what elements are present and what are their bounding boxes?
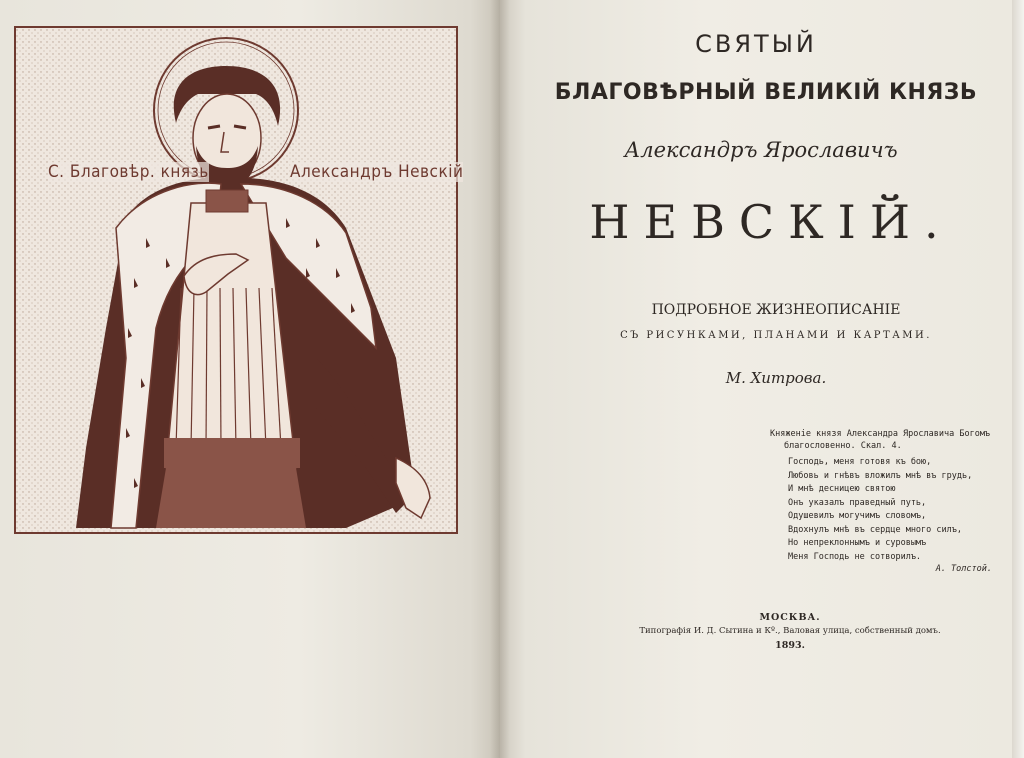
epigraph-signature: А. Толстой. — [935, 564, 992, 574]
author: М. Хитрова. — [725, 369, 827, 387]
epigraph-heading — [770, 428, 1000, 452]
epigraph-heading-line: благословенно. Скал. 4. — [784, 441, 902, 451]
verse-line: Вдохнулъ мнѣ въ сердце много силъ, — [788, 524, 962, 535]
saint-figure-drawing — [16, 28, 456, 532]
epigraph-heading-line: Княженіе князя Александра Ярославича Богомъ — [770, 429, 991, 439]
verse-line: Но непреклоннымъ и суровымъ — [788, 538, 927, 548]
verse-line: Господь, меня готовя къ бою, — [788, 457, 932, 467]
title-line-2: БЛАГОВѢРНЫЙ ВЕЛИКІЙ КНЯЗЬ — [554, 80, 978, 105]
verse-line: Любовь и гнѣвъ вложилъ мнѣ въ грудь, — [788, 470, 973, 481]
subtitle-2: СЪ РИСУНКАМИ, ПЛАНАМИ И КАРТАМИ. — [620, 330, 932, 341]
imprint-city: МОСКВА. — [759, 612, 821, 623]
epigraph — [770, 428, 1000, 574]
verse-line: Меня Господь не сотворилъ. — [788, 551, 922, 562]
title-main: НЕВСКІЙ. — [589, 195, 953, 249]
portrait-caption-right: Александръ Невскій — [290, 162, 464, 182]
imprint-year: 1893. — [775, 640, 805, 651]
title-line-3: Александръ Ярославичъ — [624, 138, 898, 162]
epigraph-verse — [788, 456, 1000, 564]
verse-line: Одушевилъ могучимъ словомъ, — [788, 511, 927, 521]
portrait-caption-left: С. Благовѣр. князь — [48, 162, 209, 182]
verse-line: Онъ указалъ праведный путь, — [788, 497, 927, 508]
subtitle: ПОДРОБНОЕ ЖИЗНЕОПИСАНІЕ — [651, 302, 901, 318]
book-gutter — [490, 0, 510, 758]
left-page — [0, 0, 500, 758]
imprint-press: Типографія И. Д. Сытина и Кº., Валовая улица, собственный домъ. — [639, 626, 941, 636]
verse-line: И мнѣ десницею святою — [788, 484, 896, 494]
title-line-1: СВЯТЫЙ — [695, 30, 817, 58]
saint-portrait-illustration — [14, 26, 464, 534]
